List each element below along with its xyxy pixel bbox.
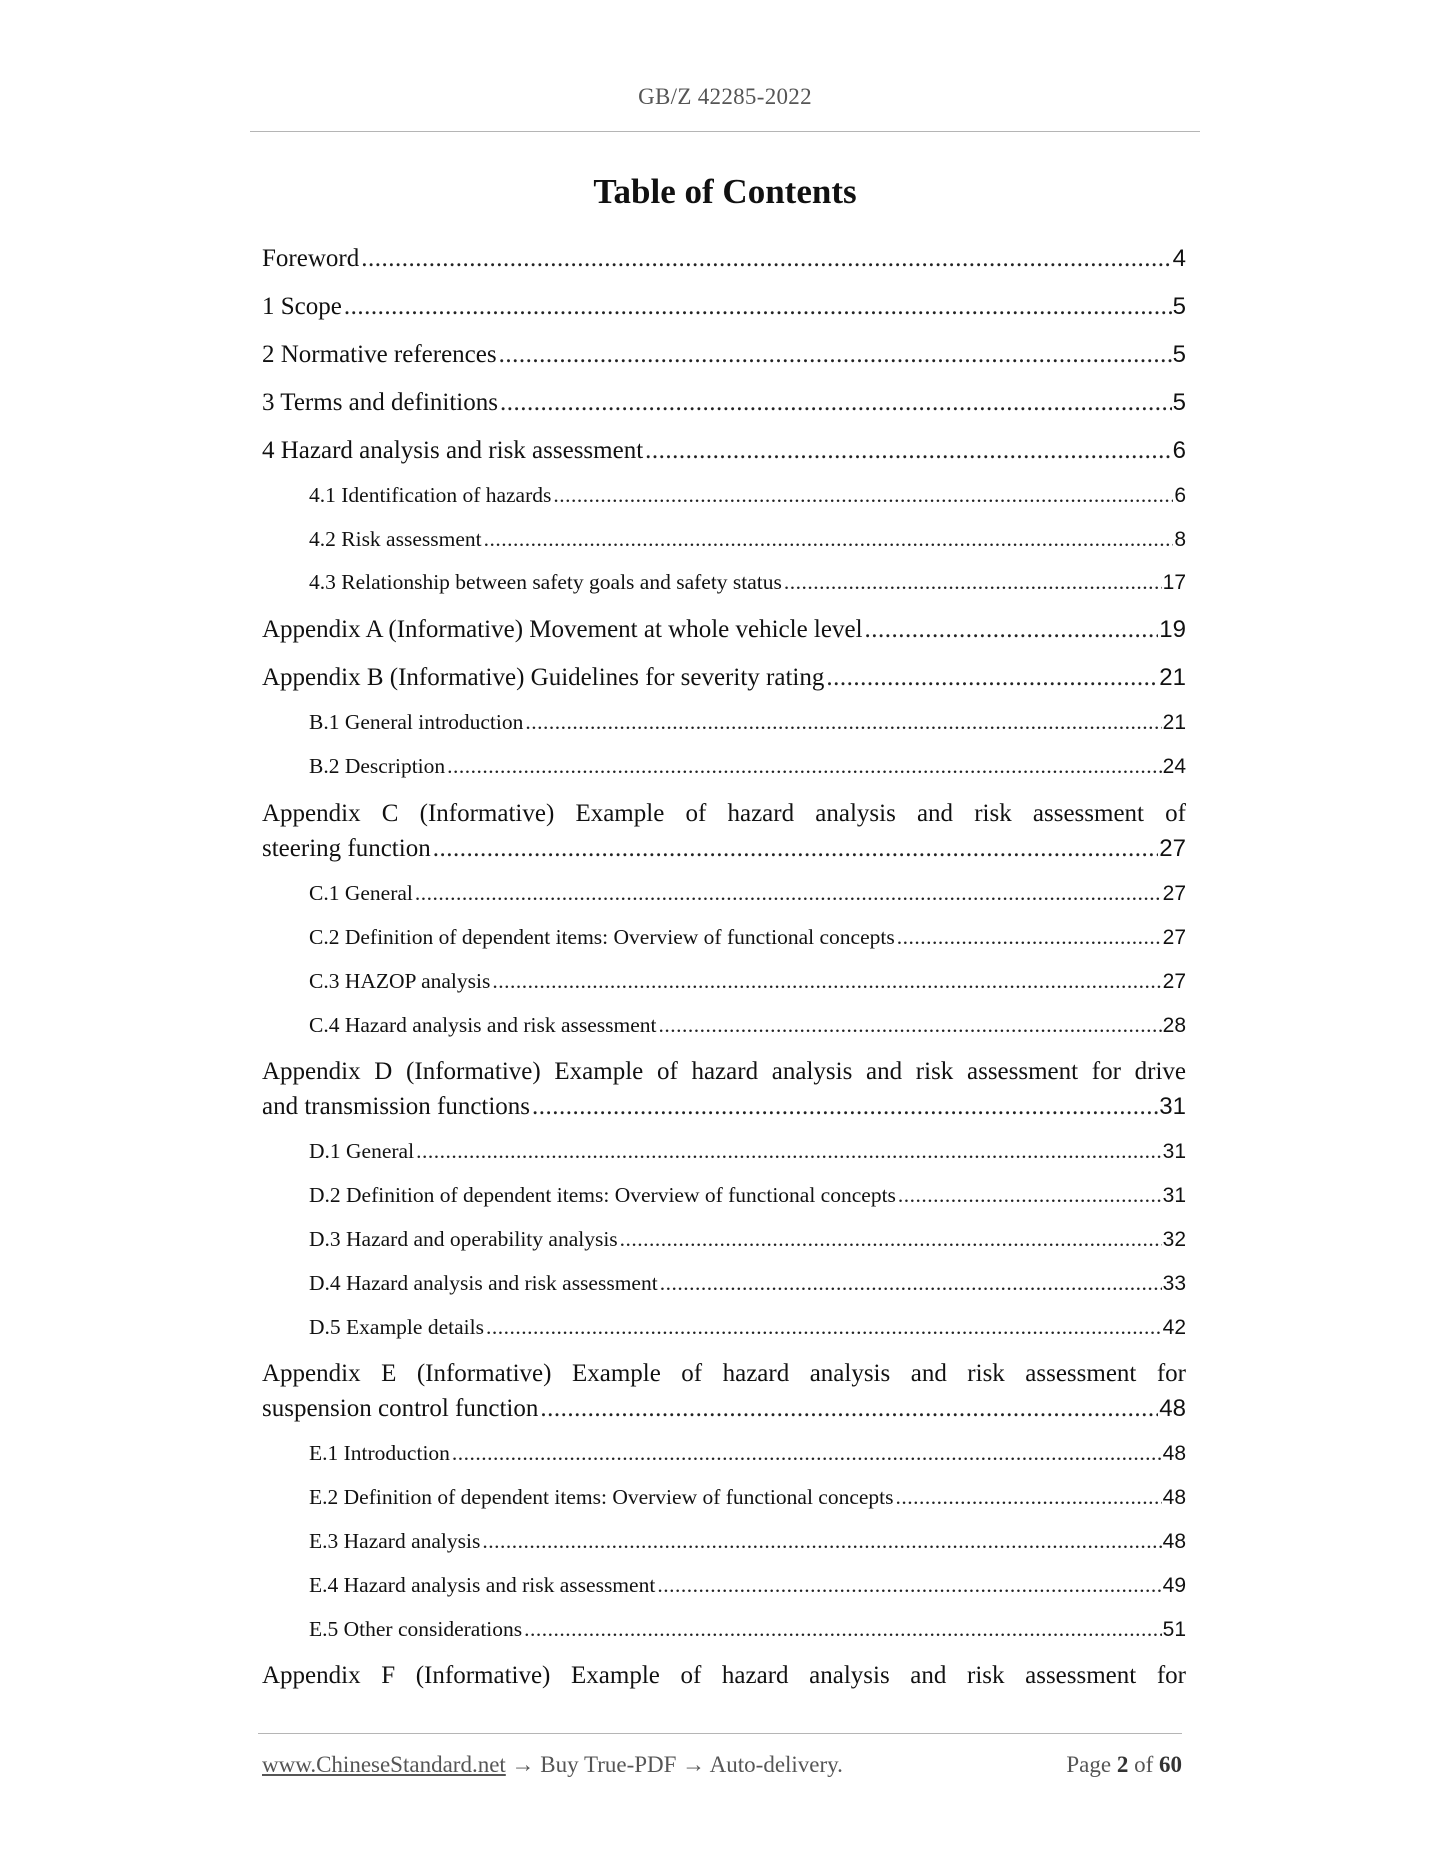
- toc-entry-label: 4.2 Risk assessment: [309, 527, 482, 551]
- toc-entry-page: 31: [1159, 1093, 1186, 1120]
- footer-tagline: → Buy True-PDF → Auto-delivery.: [505, 1752, 843, 1777]
- website-link[interactable]: www.ChineseStandard.net: [262, 1752, 506, 1777]
- toc-entry-label: E.1 Introduction: [309, 1441, 450, 1465]
- dot-leader: [898, 1183, 1162, 1208]
- toc-entry-label: B.1 General introduction: [309, 710, 524, 734]
- dot-leader: [492, 969, 1161, 994]
- dot-leader: [784, 570, 1162, 595]
- page-prefix: Page: [1066, 1752, 1117, 1777]
- toc-entry-page: 5: [1172, 293, 1186, 320]
- toc-entry-page: 5: [1172, 341, 1186, 368]
- toc-entry-hazard-analysis[interactable]: [262, 437, 1186, 465]
- toc-entry-label: E.4 Hazard analysis and risk assessment: [309, 1573, 656, 1597]
- toc-entry-page: 17: [1162, 571, 1186, 594]
- toc-entry-page: 32: [1162, 1228, 1186, 1251]
- toc-entry-label: suspension control function: [262, 1395, 539, 1422]
- toc-entry-page: 5: [1172, 389, 1186, 416]
- toc-entry-scope[interactable]: [262, 293, 1186, 321]
- toc-entry-page: 21: [1159, 664, 1186, 691]
- toc-entry-c-2[interactable]: [309, 925, 1186, 950]
- toc-entry-foreword[interactable]: [262, 245, 1186, 273]
- toc-entry-appendix-e[interactable]: [262, 1395, 1186, 1423]
- toc-entry-page: 19: [1159, 616, 1186, 643]
- dot-leader: [659, 1013, 1162, 1038]
- page-footer: [262, 1752, 1182, 1778]
- toc-entry-appendix-b[interactable]: [262, 664, 1186, 692]
- toc-entry-appendix-c[interactable]: [262, 835, 1186, 863]
- dot-leader: [660, 1271, 1162, 1296]
- toc-entry-e-5[interactable]: [309, 1617, 1186, 1642]
- toc-entry-label: 4.1 Identification of hazards: [309, 483, 552, 507]
- dot-leader: [540, 1395, 1158, 1423]
- dot-leader: [865, 616, 1159, 644]
- toc-entry-label: 4.3 Relationship between safety goals and safety status: [309, 570, 782, 594]
- toc-entry-label: C.1 General: [309, 881, 413, 905]
- toc-entry-label: and transmission functions: [262, 1093, 531, 1120]
- toc-entry-label: E.5 Other considerations: [309, 1617, 523, 1641]
- toc-entry-4-3[interactable]: [309, 570, 1186, 595]
- toc-entry-normative-references[interactable]: [262, 341, 1186, 369]
- toc-entry-page: 42: [1162, 1316, 1186, 1339]
- toc-entry-page: 48: [1162, 1530, 1186, 1553]
- toc-entry-label: steering function: [262, 835, 431, 862]
- dot-leader: [415, 881, 1162, 906]
- toc-entry-label: C.4 Hazard analysis and risk assessment: [309, 1013, 657, 1037]
- toc-entry-label: B.2 Description: [309, 754, 446, 778]
- toc-entry-page: 6: [1172, 437, 1186, 464]
- dot-leader: [897, 925, 1162, 950]
- toc-entry-label: Appendix B (Informative) Guidelines for severity rating: [262, 664, 825, 691]
- toc-entry-label: E.3 Hazard analysis: [309, 1529, 481, 1553]
- toc-entry-4-2[interactable]: [309, 527, 1186, 552]
- page-number: [1066, 1752, 1182, 1778]
- toc-entry-b-2[interactable]: [309, 754, 1186, 779]
- toc-entry-d-3[interactable]: [309, 1227, 1186, 1252]
- toc-entry-appendix-f-line1[interactable]: Appendix F (Informative) Example of hazard analysis and risk assessment for: [262, 1662, 1186, 1689]
- toc-entry-appendix-d[interactable]: [262, 1093, 1186, 1121]
- toc-entry-label: D.4 Hazard analysis and risk assessment: [309, 1271, 658, 1295]
- dot-leader: [500, 389, 1172, 417]
- toc-entry-page: 48: [1162, 1486, 1186, 1509]
- dot-leader: [486, 1315, 1162, 1340]
- toc-entry-c-1[interactable]: [309, 881, 1186, 906]
- dot-leader: [524, 1617, 1161, 1642]
- toc-entry-label: C.2 Definition of dependent items: Overview of functional concepts: [309, 925, 895, 949]
- toc-entry-label: 3 Terms and definitions: [262, 389, 498, 416]
- toc-entry-page: 21: [1162, 711, 1186, 734]
- toc-entry-label: C.3 HAZOP analysis: [309, 969, 491, 993]
- toc-entry-label: Foreword: [262, 245, 360, 272]
- toc-entry-d-2[interactable]: [309, 1183, 1186, 1208]
- dot-leader: [447, 754, 1161, 779]
- page-current: 2: [1116, 1752, 1129, 1777]
- dot-leader: [896, 1485, 1162, 1510]
- toc-entry-page: 8: [1174, 528, 1186, 551]
- toc-entry-appendix-a[interactable]: [262, 616, 1186, 644]
- footer-divider: [258, 1733, 1182, 1734]
- table-of-contents: [262, 0, 1186, 1700]
- toc-entry-appendix-d-line1[interactable]: Appendix D (Informative) Example of hazard analysis and risk assessment for drive: [262, 1058, 1186, 1085]
- toc-entry-label: D.3 Hazard and operability analysis: [309, 1227, 618, 1251]
- dot-leader: [433, 835, 1159, 863]
- footer-promo: [262, 1752, 843, 1778]
- toc-entry-c-4[interactable]: [309, 1013, 1186, 1038]
- toc-entry-terms-definitions[interactable]: [262, 389, 1186, 417]
- toc-entry-page: 48: [1162, 1442, 1186, 1465]
- toc-entry-label: 1 Scope: [262, 293, 342, 320]
- page-total: 60: [1159, 1752, 1182, 1777]
- dot-leader: [484, 527, 1174, 552]
- dot-leader: [344, 293, 1172, 321]
- dot-leader: [826, 664, 1158, 692]
- toc-entry-page: 51: [1162, 1618, 1186, 1641]
- toc-entry-label: 2 Normative references: [262, 341, 497, 368]
- toc-entry-page: 31: [1162, 1184, 1186, 1207]
- toc-entry-page: 33: [1162, 1272, 1186, 1295]
- document-header-code: GB/Z 42285-2022: [638, 84, 812, 109]
- toc-entry-appendix-e-line1[interactable]: Appendix E (Informative) Example of hazard analysis and risk assessment for: [262, 1360, 1186, 1387]
- toc-entry-page: 27: [1162, 882, 1186, 905]
- toc-entry-c-3[interactable]: [309, 969, 1186, 994]
- dot-leader: [482, 1529, 1161, 1554]
- toc-entry-label: D.5 Example details: [309, 1315, 484, 1339]
- toc-entry-e-2[interactable]: [309, 1485, 1186, 1510]
- toc-entry-page: 28: [1162, 1014, 1186, 1037]
- toc-entry-b-1[interactable]: [309, 710, 1186, 735]
- dot-leader: [525, 710, 1161, 735]
- toc-entry-page: 27: [1162, 926, 1186, 949]
- page-of: of: [1128, 1752, 1159, 1777]
- dot-leader: [499, 341, 1172, 369]
- page-title: Table of Contents: [593, 172, 857, 211]
- toc-entry-page: 27: [1159, 835, 1186, 862]
- dot-leader: [620, 1227, 1162, 1252]
- dot-leader: [645, 437, 1171, 465]
- toc-entry-label: E.2 Definition of dependent items: Overview of functional concepts: [309, 1485, 894, 1509]
- dot-leader: [657, 1573, 1161, 1598]
- dot-leader: [452, 1441, 1162, 1466]
- toc-entry-label: D.1 General: [309, 1139, 415, 1163]
- toc-entry-label: D.2 Definition of dependent items: Overview of functional concepts: [309, 1183, 896, 1207]
- toc-entry-page: 4: [1172, 245, 1186, 272]
- dot-leader: [532, 1093, 1158, 1121]
- toc-entry-4-1[interactable]: [309, 483, 1186, 508]
- dot-leader: [361, 245, 1171, 273]
- toc-entry-d-1[interactable]: [309, 1139, 1186, 1164]
- toc-entry-page: 31: [1162, 1140, 1186, 1163]
- toc-entry-page: 6: [1174, 484, 1186, 507]
- toc-entry-page: 49: [1162, 1574, 1186, 1597]
- toc-entry-label: Appendix A (Informative) Movement at whole vehicle level: [262, 616, 863, 643]
- toc-entry-e-4[interactable]: [309, 1573, 1186, 1598]
- toc-entry-d-5[interactable]: [309, 1315, 1186, 1340]
- toc-entry-appendix-c-line1[interactable]: Appendix C (Informative) Example of hazard analysis and risk assessment of: [262, 800, 1186, 827]
- dot-leader: [553, 483, 1173, 508]
- toc-entry-d-4[interactable]: [309, 1271, 1186, 1296]
- toc-entry-page: 24: [1162, 755, 1186, 778]
- toc-entry-label: 4 Hazard analysis and risk assessment: [262, 437, 644, 464]
- toc-entry-e-1[interactable]: [309, 1441, 1186, 1466]
- toc-entry-e-3[interactable]: [309, 1529, 1186, 1554]
- toc-entry-page: 48: [1159, 1395, 1186, 1422]
- toc-entry-page: 27: [1162, 970, 1186, 993]
- dot-leader: [416, 1139, 1162, 1164]
